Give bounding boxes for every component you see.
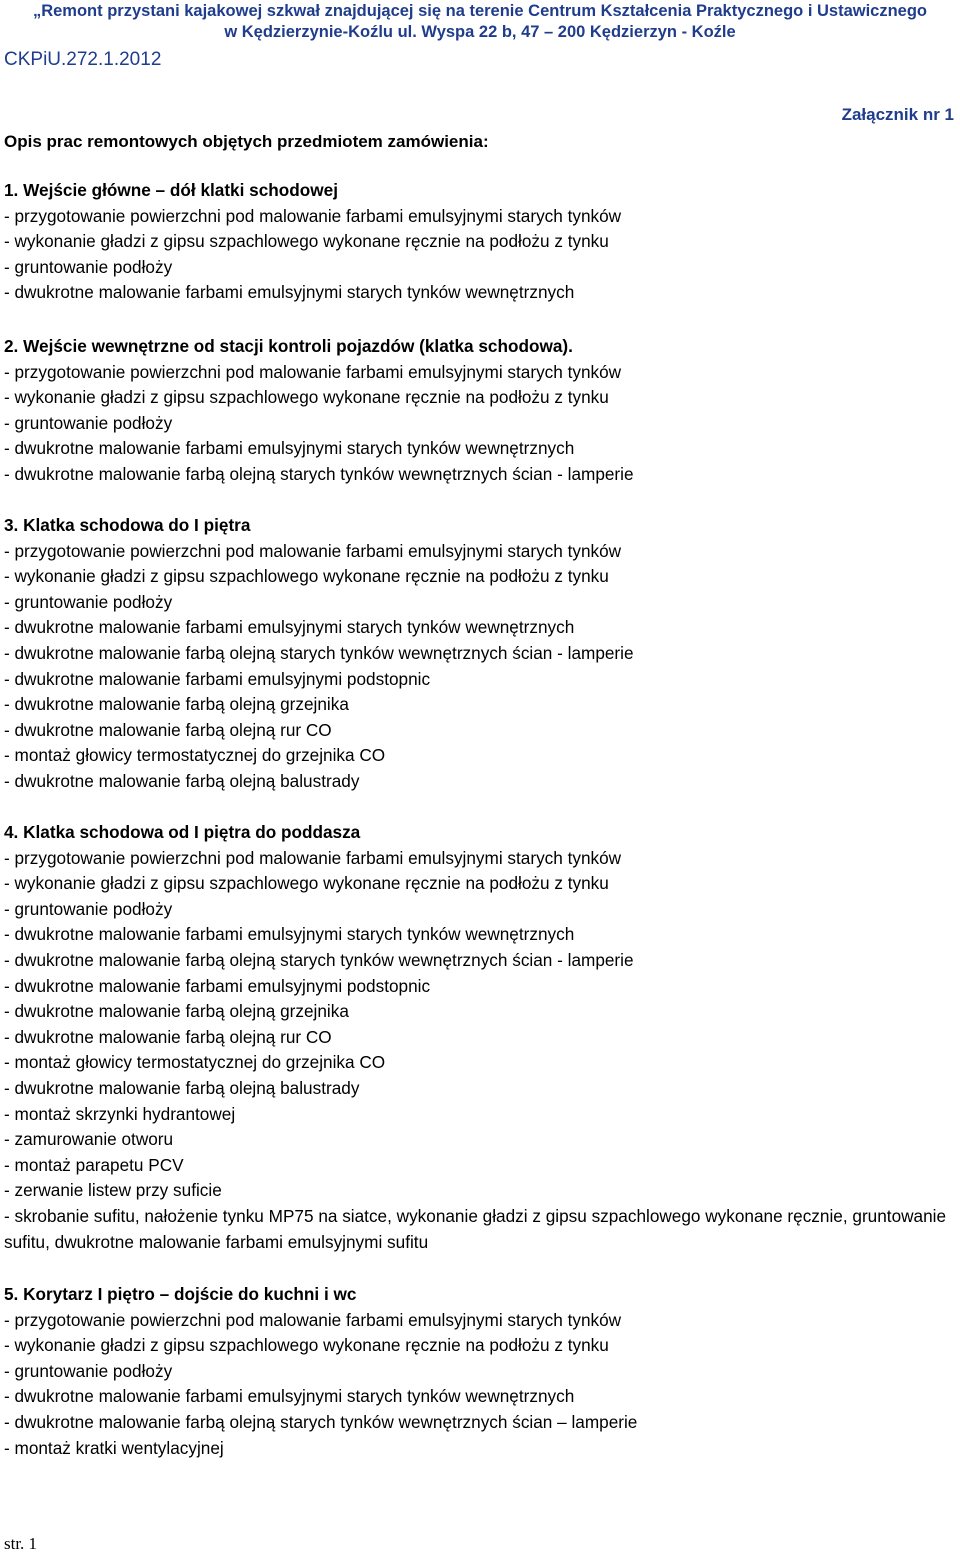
task-item: - wykonanie gładzi z gipsu szpachlowego wykonane ręcznie na podłożu z tynku xyxy=(4,387,609,408)
page-number: str. 1 xyxy=(4,1534,38,1553)
task-item: - dwukrotne malowanie farbą olejną grzejnika xyxy=(4,1001,349,1022)
header-line-1: „Remont przystani kajakowej szkwał znajdującej się na terenie Centrum Kształcenia Praktycznego i Ustawicznego xyxy=(32,2,928,20)
task-item: - montaż kratki wentylacyjnej xyxy=(4,1437,224,1458)
task-item: - dwukrotne malowanie farbą olejną starych tynków wewnętrznych ścian - lamperie xyxy=(4,642,634,663)
task-item: - dwukrotne malowanie farbami emulsyjnymi starych tynków wewnętrznych xyxy=(4,1386,575,1407)
task-item: - montaż głowicy termostatycznej do grzejnika CO xyxy=(4,745,386,766)
task-item: - przygotowanie powierzchni pod malowanie farbami emulsyjnymi starych tynków xyxy=(4,205,622,226)
section-heading: 2. Wejście wewnętrzne od stacji kontroli pojazdów (klatka schodowa). xyxy=(4,336,573,356)
task-item: - wykonanie gładzi z gipsu szpachlowego wykonane ręcznie na podłożu z tynku xyxy=(4,231,609,252)
task-item: - dwukrotne malowanie farbami emulsyjnymi starych tynków wewnętrznych xyxy=(4,282,575,303)
task-item: - montaż głowicy termostatycznej do grzejnika CO xyxy=(4,1052,386,1073)
task-item: - dwukrotne malowanie farbą olejną balustrady xyxy=(4,770,360,791)
task-item: - wykonanie gładzi z gipsu szpachlowego wykonane ręcznie na podłożu z tynku xyxy=(4,566,609,587)
section-heading: 4. Klatka schodowa od I piętra do poddasza xyxy=(4,822,361,842)
section-heading: 5. Korytarz I piętro – dojście do kuchni i wc xyxy=(4,1284,357,1304)
task-item: - wykonanie gładzi z gipsu szpachlowego wykonane ręcznie na podłożu z tynku xyxy=(4,1335,609,1356)
task-item: - dwukrotne malowanie farbą olejną starych tynków wewnętrznych ścian - lamperie xyxy=(4,949,634,970)
task-item: - gruntowanie podłoży xyxy=(4,412,173,433)
document-title: Opis prac remontowych objętych przedmiotem zamówienia: xyxy=(4,132,489,151)
header-line-2: w Kędzierzynie-Koźlu ul. Wyspa 22 b, 47 – 200 Kędzierzyn - Koźle xyxy=(224,23,736,41)
task-item: - gruntowanie podłoży xyxy=(4,591,173,612)
task-item: - przygotowanie powierzchni pod malowanie farbami emulsyjnymi starych tynków xyxy=(4,847,622,868)
task-item: - dwukrotne malowanie farbą olejną grzejnika xyxy=(4,694,349,715)
task-item: - dwukrotne malowanie farbami emulsyjnymi starych tynków wewnętrznych xyxy=(4,617,575,638)
section-heading: 1. Wejście główne – dół klatki schodowej xyxy=(4,180,338,200)
task-item: - dwukrotne malowanie farbą olejną balustrady xyxy=(4,1077,360,1098)
task-item: - gruntowanie podłoży xyxy=(4,1360,173,1381)
task-item: - dwukrotne malowanie farbami emulsyjnymi starych tynków wewnętrznych xyxy=(4,438,575,459)
task-item: - wykonanie gładzi z gipsu szpachlowego wykonane ręcznie na podłożu z tynku xyxy=(4,873,609,894)
task-item: - dwukrotne malowanie farbami emulsyjnymi podstopnic xyxy=(4,668,431,689)
task-item: - gruntowanie podłoży xyxy=(4,898,173,919)
task-item: - zerwanie listew przy suficie xyxy=(4,1180,222,1201)
task-item: - dwukrotne malowanie farbą olejną rur CO xyxy=(4,719,332,740)
task-item: - przygotowanie powierzchni pod malowanie farbami emulsyjnymi starych tynków xyxy=(4,1309,622,1330)
section-heading: 3. Klatka schodowa do I piętra xyxy=(4,515,251,535)
task-item: - przygotowanie powierzchni pod malowanie farbami emulsyjnymi starych tynków xyxy=(4,540,622,561)
task-item: - montaż parapetu PCV xyxy=(4,1154,184,1175)
task-item: - dwukrotne malowanie farbami emulsyjnymi podstopnic xyxy=(4,975,431,996)
reference-code: CKPiU.272.1.2012 xyxy=(4,49,162,70)
section-5 xyxy=(4,1282,954,1461)
task-item: - dwukrotne malowanie farbami emulsyjnymi starych tynków wewnętrznych xyxy=(4,924,575,945)
task-item: - dwukrotne malowanie farbą olejną starych tynków wewnętrznych ścian - lamperie xyxy=(4,463,634,484)
task-item: - przygotowanie powierzchni pod malowanie farbami emulsyjnymi starych tynków xyxy=(4,361,622,382)
section-3 xyxy=(4,513,954,795)
task-item: - zamurowanie otworu xyxy=(4,1129,174,1150)
section-2 xyxy=(4,334,954,488)
task-item: - dwukrotne malowanie farbą olejną rur CO xyxy=(4,1026,332,1047)
section-1 xyxy=(4,178,954,306)
task-item: - gruntowanie podłoży xyxy=(4,256,173,277)
section-4 xyxy=(4,820,954,1255)
task-item: - skrobanie sufitu, nałożenie tynku MP75 na siatce, wykonanie gładzi z gipsu szpachlowego wykonane ręcznie, gruntowanie sufitu, dwukrotne malowanie farbami emulsyjnymi sufitu xyxy=(4,1205,947,1252)
task-item: - dwukrotne malowanie farbą olejną starych tynków wewnętrznych ścian – lamperie xyxy=(4,1411,638,1432)
annex-label: Załącznik nr 1 xyxy=(841,105,954,124)
task-item: - montaż skrzynki hydrantowej xyxy=(4,1103,236,1124)
